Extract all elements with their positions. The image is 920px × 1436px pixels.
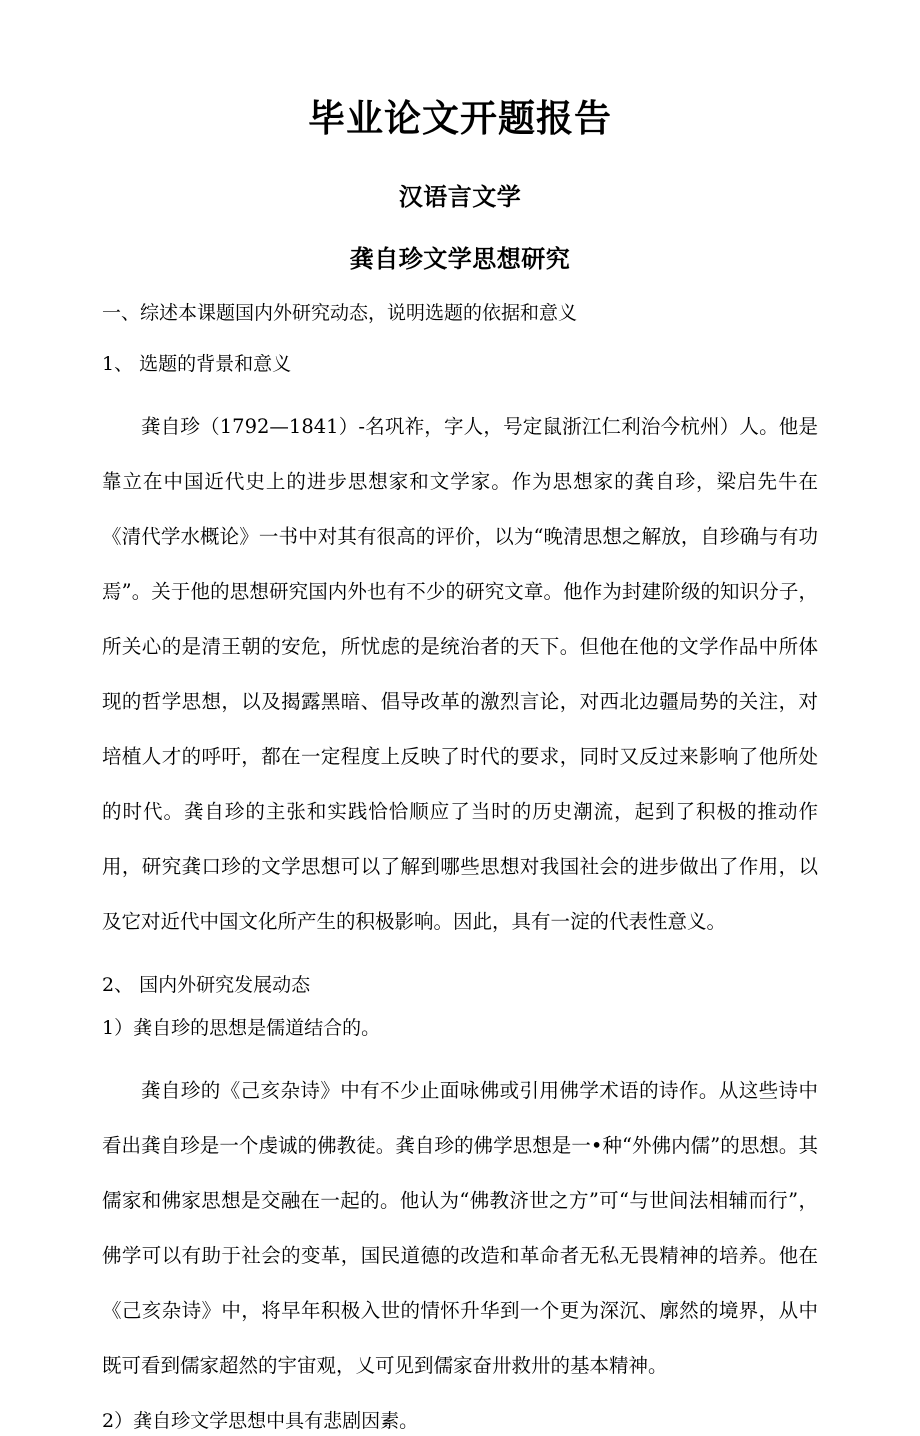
section-one-heading: 一、综述本课题国内外研究动态，说明选题的依据和意义 [102, 302, 578, 324]
subsection-1-heading: 1、 选题的背景和意义 [102, 353, 292, 375]
paragraph-background-significance: 龚自珍（1792—1841）-名巩祚，字人，号定鼠浙江仁利治今杭州）人。他是靠立在中国近代史上的进步思想家和文学家。作为思想家的龚自珍，梁启先牛在《清代学水概论》一书中对其有很高的评价，以为“晚清思想之解放，自珍确与有功焉”。关于他的思想研究国内外也有不少的研究文章。他作为封建阶级的知识分子，所关心的是清王朝的安危，所忧虑的是统治者的天下。但他在他的文学作品中所体现的哲学思想，以及揭露黑暗、倡导改革的激烈言论，对西北边疆局势的关注，对培植人才的呼吁，都在一定程度上反映了时代的要求，同时又反过来影响了他所处的时代。龚自珍的主张和实践恰恰顺应了当时的历史潮流，起到了积极的推动作用，研究龚口珍的文学思想可以了解到哪些思想对我国社会的进步做出了作用，以及它对近代中国文化所产生的积极影响。因此，具有一淀的代表性意义。 [102, 415, 818, 933]
point-1-heading: 1）龚自珍的思想是儒道结合的。 [102, 1017, 381, 1039]
paragraph-confucian-buddhist: 龚自珍的《己亥杂诗》中有不少止面咏佛或引用佛学术语的诗作。从这些诗中看出龚自珍是一个虔诚的佛教徒。龚自珍的佛学思想是一•种“外佛内儒”的思想。其儒家和佛家思想是交融在一起的。他认为“佛教济世之方”可“与世间法相辅而行”，佛学可以有助于社会的变革，国民道德的改造和革命者无私无畏精神的培养。他在《己亥杂诗》中，将早年积极入世的情怀升华到一个更为深沉、廓然的境界，从中既可看到儒家超然的宇宙观，乂可见到儒家奋卅救卅的基本精神。 [102, 1079, 818, 1377]
subsection-2-heading: 2、 国内外研究发展动态 [102, 974, 311, 996]
subtitle-major: 汉语言文学 [398, 183, 522, 211]
page-title: 毕业论文开题报告 [308, 97, 612, 140]
subtitle-topic: 龚自珍文学思想研究 [349, 245, 571, 273]
point-2-heading: 2）龚自珍文学思想中具有悲剧因素。 [102, 1410, 419, 1432]
